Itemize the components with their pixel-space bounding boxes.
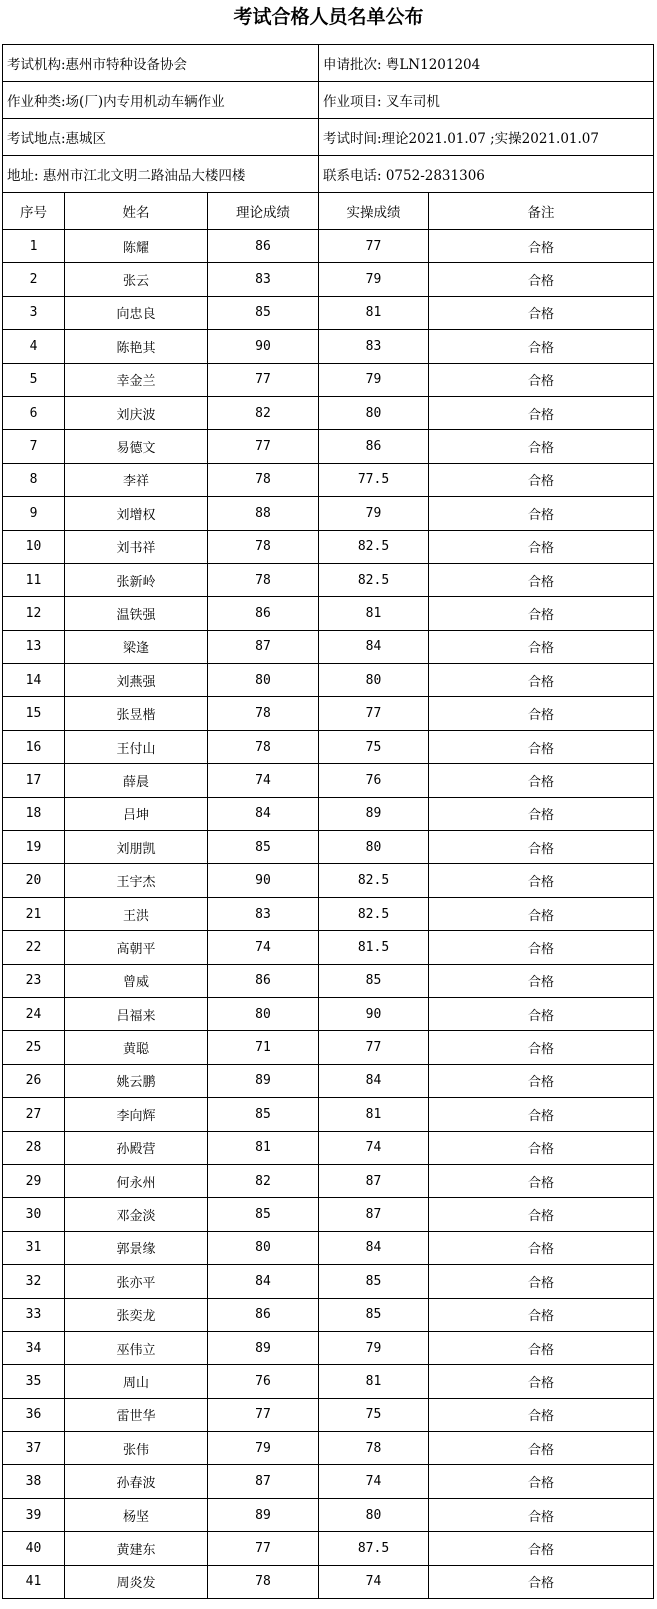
cell-theory-score: 78 (208, 697, 319, 730)
cell-theory-score: 77 (208, 1532, 319, 1565)
cell-theory-score: 71 (208, 1031, 319, 1064)
cell-index: 33 (3, 1298, 65, 1331)
cell-practical-score: 87 (319, 1164, 429, 1197)
cell-practical-score: 82.5 (319, 897, 429, 930)
cell-name: 张奕龙 (65, 1298, 208, 1331)
cell-remark: 合格 (429, 330, 654, 363)
cell-theory-score: 86 (208, 1298, 319, 1331)
cell-remark: 合格 (429, 1298, 654, 1331)
cell-index: 2 (3, 263, 65, 296)
cell-remark: 合格 (429, 1231, 654, 1264)
cell-index: 3 (3, 296, 65, 329)
exam-org: 考试机构:惠州市特种设备协会 (3, 45, 319, 82)
cell-name: 何永州 (65, 1164, 208, 1197)
table-row (3, 764, 654, 797)
work-type: 作业种类:场(厂)内专用机动车辆作业 (3, 82, 319, 119)
address: 地址: 惠州市江北文明二路油品大楼四楼 (3, 156, 319, 193)
table-row (3, 664, 654, 697)
cell-index: 20 (3, 864, 65, 897)
cell-remark: 合格 (429, 1565, 654, 1598)
cell-remark: 合格 (429, 1198, 654, 1231)
cell-name: 杨坚 (65, 1498, 208, 1531)
cell-index: 38 (3, 1465, 65, 1498)
cell-name: 雷世华 (65, 1398, 208, 1431)
cell-remark: 合格 (429, 1398, 654, 1431)
cell-remark: 合格 (429, 1365, 654, 1398)
table-row (3, 1064, 654, 1097)
cell-name: 陈艳其 (65, 330, 208, 363)
cell-practical-score: 81 (319, 1365, 429, 1398)
cell-theory-score: 90 (208, 330, 319, 363)
cell-practical-score: 80 (319, 664, 429, 697)
cell-remark: 合格 (429, 1064, 654, 1097)
cell-theory-score: 79 (208, 1432, 319, 1465)
cell-practical-score: 77 (319, 1031, 429, 1064)
cell-name: 刘庆波 (65, 396, 208, 429)
table-row (3, 1498, 654, 1531)
cell-name: 吕坤 (65, 797, 208, 830)
cell-theory-score: 77 (208, 1398, 319, 1431)
cell-name: 温铁强 (65, 597, 208, 630)
cell-practical-score: 82.5 (319, 530, 429, 563)
cell-index: 14 (3, 664, 65, 697)
cell-name: 郭景缘 (65, 1231, 208, 1264)
cell-theory-score: 78 (208, 563, 319, 596)
cell-theory-score: 80 (208, 997, 319, 1030)
contact-phone: 联系电话: 0752-2831306 (319, 156, 654, 193)
page-title: 考试合格人员名单公布 (233, 6, 424, 28)
cell-index: 6 (3, 396, 65, 429)
table-row (3, 697, 654, 730)
cell-index: 11 (3, 563, 65, 596)
cell-name: 向忠良 (65, 296, 208, 329)
cell-remark: 合格 (429, 563, 654, 596)
cell-name: 王宇杰 (65, 864, 208, 897)
cell-theory-score: 84 (208, 1265, 319, 1298)
cell-index: 10 (3, 530, 65, 563)
header-practical-score: 实操成绩 (319, 193, 429, 230)
table-row (3, 1164, 654, 1197)
cell-remark: 合格 (429, 530, 654, 563)
cell-name: 孙殿营 (65, 1131, 208, 1164)
cell-practical-score: 87.5 (319, 1532, 429, 1565)
cell-practical-score: 80 (319, 1498, 429, 1531)
table-row (3, 463, 654, 496)
cell-remark: 合格 (429, 897, 654, 930)
table-row (3, 497, 654, 530)
cell-theory-score: 85 (208, 831, 319, 864)
header-index: 序号 (3, 193, 65, 230)
cell-remark: 合格 (429, 396, 654, 429)
cell-remark: 合格 (429, 1532, 654, 1565)
cell-index: 41 (3, 1565, 65, 1598)
cell-remark: 合格 (429, 230, 654, 263)
cell-remark: 合格 (429, 430, 654, 463)
cell-index: 4 (3, 330, 65, 363)
table-row (3, 1331, 654, 1364)
table-row (3, 1131, 654, 1164)
cell-index: 28 (3, 1131, 65, 1164)
cell-index: 29 (3, 1164, 65, 1197)
cell-name: 刘增权 (65, 497, 208, 530)
cell-practical-score: 85 (319, 964, 429, 997)
cell-theory-score: 83 (208, 897, 319, 930)
cell-remark: 合格 (429, 797, 654, 830)
cell-index: 27 (3, 1098, 65, 1131)
cell-name: 刘书祥 (65, 530, 208, 563)
cell-name: 张新岭 (65, 563, 208, 596)
table-row (3, 1031, 654, 1064)
cell-practical-score: 77 (319, 697, 429, 730)
cell-theory-score: 90 (208, 864, 319, 897)
cell-practical-score: 76 (319, 764, 429, 797)
cell-remark: 合格 (429, 463, 654, 496)
cell-index: 13 (3, 630, 65, 663)
cell-name: 张伟 (65, 1432, 208, 1465)
cell-name: 梁逢 (65, 630, 208, 663)
cell-practical-score: 79 (319, 1331, 429, 1364)
table-row (3, 1565, 654, 1598)
table-row (3, 1365, 654, 1398)
application-batch: 申请批次: 粤LN1201204 (319, 45, 654, 82)
table-row (3, 1265, 654, 1298)
table-row (3, 630, 654, 663)
table-row (3, 597, 654, 630)
cell-practical-score: 81 (319, 1098, 429, 1131)
info-row (3, 45, 654, 82)
exam-location: 考试地点:惠城区 (3, 119, 319, 156)
cell-practical-score: 81 (319, 597, 429, 630)
table-row (3, 430, 654, 463)
cell-index: 22 (3, 931, 65, 964)
cell-remark: 合格 (429, 363, 654, 396)
cell-practical-score: 83 (319, 330, 429, 363)
cell-name: 陈耀 (65, 230, 208, 263)
cell-index: 21 (3, 897, 65, 930)
cell-index: 24 (3, 997, 65, 1030)
table-row (3, 330, 654, 363)
cell-remark: 合格 (429, 1031, 654, 1064)
cell-index: 30 (3, 1198, 65, 1231)
cell-theory-score: 80 (208, 1231, 319, 1264)
cell-remark: 合格 (429, 263, 654, 296)
cell-practical-score: 74 (319, 1131, 429, 1164)
table-row (3, 263, 654, 296)
cell-name: 高朝平 (65, 931, 208, 964)
cell-index: 36 (3, 1398, 65, 1431)
cell-index: 17 (3, 764, 65, 797)
cell-practical-score: 74 (319, 1565, 429, 1598)
cell-practical-score: 80 (319, 396, 429, 429)
cell-theory-score: 89 (208, 1331, 319, 1364)
cell-theory-score: 88 (208, 497, 319, 530)
cell-practical-score: 78 (319, 1432, 429, 1465)
table-row (3, 1298, 654, 1331)
cell-index: 26 (3, 1064, 65, 1097)
cell-practical-score: 75 (319, 1398, 429, 1431)
cell-index: 9 (3, 497, 65, 530)
cell-index: 15 (3, 697, 65, 730)
cell-theory-score: 82 (208, 1164, 319, 1197)
cell-theory-score: 81 (208, 1131, 319, 1164)
cell-remark: 合格 (429, 931, 654, 964)
cell-name: 孙春波 (65, 1465, 208, 1498)
cell-theory-score: 78 (208, 530, 319, 563)
cell-practical-score: 82.5 (319, 864, 429, 897)
cell-name: 李向辉 (65, 1098, 208, 1131)
cell-index: 5 (3, 363, 65, 396)
cell-remark: 合格 (429, 997, 654, 1030)
cell-name: 黄建东 (65, 1532, 208, 1565)
table-row (3, 230, 654, 263)
table-row (3, 730, 654, 763)
cell-index: 40 (3, 1532, 65, 1565)
table-row (3, 296, 654, 329)
table-row (3, 396, 654, 429)
cell-index: 16 (3, 730, 65, 763)
results-table (2, 44, 654, 1599)
cell-index: 8 (3, 463, 65, 496)
cell-practical-score: 75 (319, 730, 429, 763)
cell-theory-score: 74 (208, 764, 319, 797)
cell-remark: 合格 (429, 630, 654, 663)
table-row (3, 964, 654, 997)
cell-remark: 合格 (429, 1098, 654, 1131)
cell-index: 18 (3, 797, 65, 830)
cell-theory-score: 78 (208, 463, 319, 496)
cell-theory-score: 78 (208, 730, 319, 763)
cell-practical-score: 86 (319, 430, 429, 463)
cell-index: 7 (3, 430, 65, 463)
table-row (3, 1465, 654, 1498)
cell-remark: 合格 (429, 1498, 654, 1531)
table-row (3, 864, 654, 897)
cell-name: 易德文 (65, 430, 208, 463)
cell-remark: 合格 (429, 497, 654, 530)
header-name: 姓名 (65, 193, 208, 230)
cell-name: 刘燕强 (65, 664, 208, 697)
header-remark: 备注 (429, 193, 654, 230)
cell-index: 32 (3, 1265, 65, 1298)
table-row (3, 563, 654, 596)
cell-practical-score: 85 (319, 1298, 429, 1331)
cell-name: 李祥 (65, 463, 208, 496)
cell-practical-score: 84 (319, 1231, 429, 1264)
cell-practical-score: 80 (319, 831, 429, 864)
table-row (3, 530, 654, 563)
cell-practical-score: 84 (319, 630, 429, 663)
cell-theory-score: 78 (208, 1565, 319, 1598)
cell-practical-score: 85 (319, 1265, 429, 1298)
cell-practical-score: 87 (319, 1198, 429, 1231)
cell-name: 薛晨 (65, 764, 208, 797)
cell-remark: 合格 (429, 730, 654, 763)
cell-theory-score: 86 (208, 230, 319, 263)
table-row (3, 1198, 654, 1231)
cell-name: 王洪 (65, 897, 208, 930)
cell-practical-score: 81.5 (319, 931, 429, 964)
cell-index: 39 (3, 1498, 65, 1531)
table-row (3, 931, 654, 964)
table-row (3, 897, 654, 930)
cell-practical-score: 81 (319, 296, 429, 329)
cell-name: 吕福来 (65, 997, 208, 1030)
cell-practical-score: 79 (319, 363, 429, 396)
cell-theory-score: 89 (208, 1064, 319, 1097)
cell-theory-score: 89 (208, 1498, 319, 1531)
cell-theory-score: 74 (208, 931, 319, 964)
cell-name: 曾威 (65, 964, 208, 997)
cell-remark: 合格 (429, 697, 654, 730)
table-row (3, 1532, 654, 1565)
cell-theory-score: 85 (208, 1198, 319, 1231)
cell-theory-score: 80 (208, 664, 319, 697)
info-row (3, 119, 654, 156)
cell-remark: 合格 (429, 597, 654, 630)
cell-name: 邓金淡 (65, 1198, 208, 1231)
cell-remark: 合格 (429, 296, 654, 329)
cell-index: 19 (3, 831, 65, 864)
table-row (3, 1432, 654, 1465)
table-row (3, 831, 654, 864)
cell-practical-score: 74 (319, 1465, 429, 1498)
cell-practical-score: 77 (319, 230, 429, 263)
cell-remark: 合格 (429, 664, 654, 697)
cell-name: 巫伟立 (65, 1331, 208, 1364)
cell-name: 黄聪 (65, 1031, 208, 1064)
header-theory-score: 理论成绩 (208, 193, 319, 230)
info-row (3, 82, 654, 119)
table-row (3, 1398, 654, 1431)
cell-remark: 合格 (429, 1331, 654, 1364)
info-row (3, 156, 654, 193)
cell-practical-score: 82.5 (319, 563, 429, 596)
table-row (3, 797, 654, 830)
cell-name: 张云 (65, 263, 208, 296)
cell-remark: 合格 (429, 1432, 654, 1465)
cell-theory-score: 83 (208, 263, 319, 296)
cell-remark: 合格 (429, 1465, 654, 1498)
work-item: 作业项目: 叉车司机 (319, 82, 654, 119)
table-row (3, 997, 654, 1030)
cell-theory-score: 77 (208, 363, 319, 396)
cell-practical-score: 77.5 (319, 463, 429, 496)
cell-theory-score: 87 (208, 1465, 319, 1498)
cell-remark: 合格 (429, 1164, 654, 1197)
cell-remark: 合格 (429, 831, 654, 864)
cell-remark: 合格 (429, 1131, 654, 1164)
cell-theory-score: 86 (208, 597, 319, 630)
cell-theory-score: 77 (208, 430, 319, 463)
cell-index: 31 (3, 1231, 65, 1264)
cell-index: 23 (3, 964, 65, 997)
cell-theory-score: 82 (208, 396, 319, 429)
cell-name: 张亦平 (65, 1265, 208, 1298)
cell-remark: 合格 (429, 1265, 654, 1298)
cell-practical-score: 84 (319, 1064, 429, 1097)
cell-practical-score: 90 (319, 997, 429, 1030)
cell-index: 25 (3, 1031, 65, 1064)
cell-name: 姚云鹏 (65, 1064, 208, 1097)
cell-index: 37 (3, 1432, 65, 1465)
cell-theory-score: 86 (208, 964, 319, 997)
cell-name: 张昱楷 (65, 697, 208, 730)
table-header-row (3, 193, 654, 230)
table-row (3, 363, 654, 396)
cell-theory-score: 84 (208, 797, 319, 830)
cell-remark: 合格 (429, 864, 654, 897)
cell-practical-score: 79 (319, 263, 429, 296)
cell-theory-score: 85 (208, 296, 319, 329)
table-row (3, 1231, 654, 1264)
cell-name: 刘朋凯 (65, 831, 208, 864)
cell-name: 王付山 (65, 730, 208, 763)
cell-practical-score: 89 (319, 797, 429, 830)
table-row (3, 1098, 654, 1131)
cell-theory-score: 76 (208, 1365, 319, 1398)
cell-index: 35 (3, 1365, 65, 1398)
results-table-body (3, 45, 654, 1599)
cell-theory-score: 87 (208, 630, 319, 663)
cell-remark: 合格 (429, 764, 654, 797)
cell-remark: 合格 (429, 964, 654, 997)
cell-name: 幸金兰 (65, 363, 208, 396)
cell-index: 12 (3, 597, 65, 630)
exam-time: 考试时间:理论2021.01.07 ;实操2021.01.07 (319, 119, 654, 156)
cell-name: 周炎发 (65, 1565, 208, 1598)
cell-index: 1 (3, 230, 65, 263)
cell-name: 周山 (65, 1365, 208, 1398)
cell-practical-score: 79 (319, 497, 429, 530)
cell-theory-score: 85 (208, 1098, 319, 1131)
cell-index: 34 (3, 1331, 65, 1364)
